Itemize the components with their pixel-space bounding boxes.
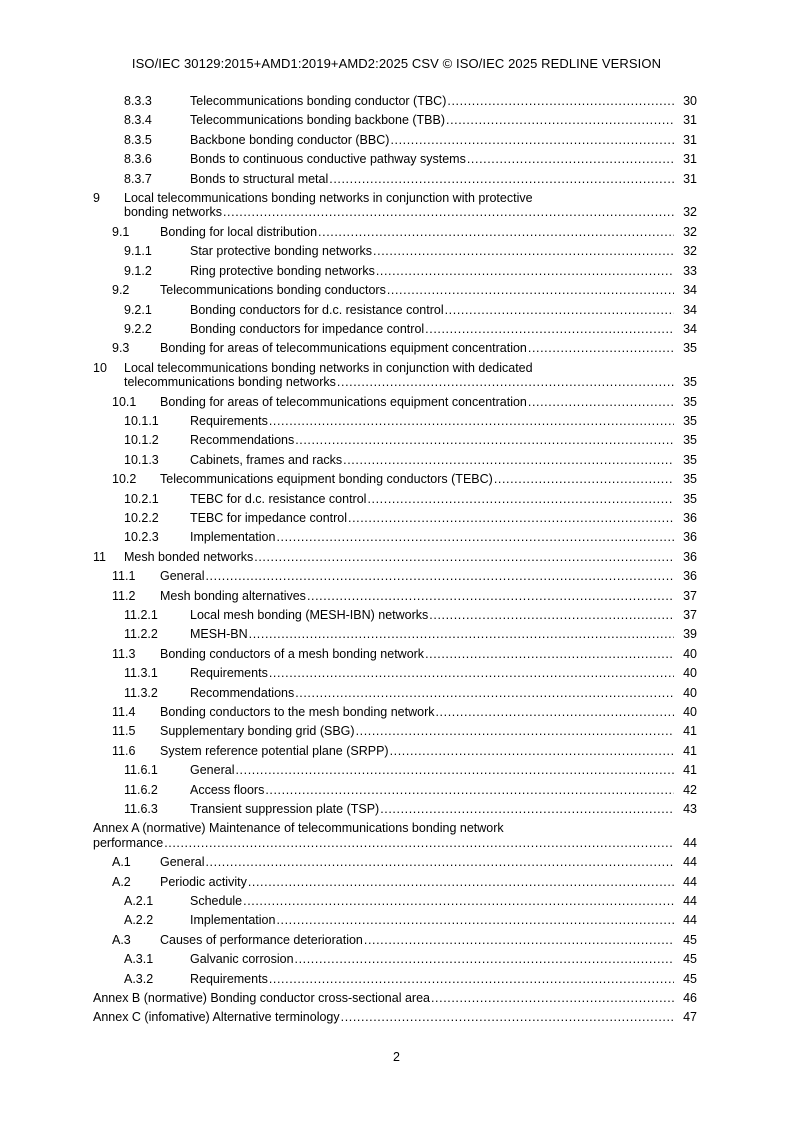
toc-entry[interactable]: [0, 111, 793, 130]
toc-number: 9.3: [112, 341, 130, 356]
toc-title: Requirements: [190, 414, 268, 429]
toc-title: Schedule: [190, 894, 243, 909]
toc-page: 35: [683, 414, 697, 429]
toc-entry[interactable]: [0, 301, 793, 320]
toc-entry[interactable]: [0, 645, 793, 664]
toc-page: 31: [683, 171, 697, 186]
toc-page: 31: [683, 113, 697, 128]
leader-dots: [390, 131, 674, 150]
toc-title: General: [160, 855, 205, 870]
toc-page: 34: [683, 321, 697, 336]
toc-title: Mesh bonded networks: [124, 549, 254, 564]
toc-title: Causes of performance deterioration: [160, 932, 363, 947]
toc-title: Access floors: [190, 782, 265, 797]
toc-number: A.3.1: [124, 952, 154, 967]
leader-dots: [528, 339, 674, 358]
toc-number: 11.3: [112, 646, 136, 661]
leader-dots: [248, 873, 674, 892]
toc-entry[interactable]: [0, 950, 793, 969]
toc-number: 9: [93, 190, 100, 205]
toc-number: 11.6: [112, 743, 136, 758]
leader-dots: [295, 950, 674, 969]
toc-page: 44: [683, 855, 697, 870]
toc-entry[interactable]: [0, 892, 793, 911]
toc-title: Local mesh bonding (MESH-IBN) networks: [190, 607, 429, 622]
toc-number: 11.6.3: [124, 801, 158, 816]
toc-entry[interactable]: [0, 761, 793, 780]
toc-entry[interactable]: [0, 339, 793, 358]
toc-page: 41: [683, 763, 697, 778]
leader-dots: [223, 203, 674, 222]
toc-page: 45: [683, 952, 697, 967]
toc-page: 36: [683, 569, 697, 584]
leader-dots: [425, 320, 674, 339]
leader-dots: [307, 587, 674, 606]
toc-entry[interactable]: [0, 722, 793, 741]
toc-page: 37: [683, 607, 697, 622]
toc-number: A.2.2: [124, 913, 154, 928]
toc-page: 34: [683, 283, 697, 298]
toc-entry[interactable]: [0, 281, 793, 300]
toc-page: 39: [683, 627, 697, 642]
toc-number: 8.3.7: [124, 171, 152, 186]
toc-title: performance: [93, 835, 164, 850]
toc-number: 9.2: [112, 283, 130, 298]
toc-title: Galvanic corrosion: [190, 952, 294, 967]
leader-dots: [373, 242, 674, 261]
toc-number: 11.5: [112, 724, 136, 739]
toc-title-line1: Local telecommunications bonding networks in conjunction with protective: [124, 190, 533, 205]
toc-number: A.2: [112, 874, 131, 889]
toc-title: Periodic activity: [160, 874, 247, 889]
leader-dots: [295, 684, 674, 703]
toc-number: 10.2.2: [124, 511, 159, 526]
toc-page: 36: [683, 511, 697, 526]
toc-page: 40: [683, 704, 697, 719]
toc-entry[interactable]: [0, 911, 793, 930]
toc-page: 47: [683, 1010, 697, 1025]
leader-dots: [205, 567, 674, 586]
leader-dots: [429, 606, 674, 625]
toc-page: 32: [683, 205, 697, 220]
leader-dots: [235, 761, 674, 780]
toc-title-line1: Local telecommunications bonding networks in conjunction with dedicated: [124, 360, 533, 375]
leader-dots: [467, 150, 674, 169]
leader-dots: [431, 989, 674, 1008]
toc-page: 32: [683, 244, 697, 259]
toc-entry[interactable]: [0, 242, 793, 261]
toc-title: Telecommunications bonding backbone (TBB): [190, 113, 445, 128]
leader-dots: [494, 470, 674, 489]
toc-entry[interactable]: [0, 853, 793, 872]
leader-dots: [435, 703, 674, 722]
toc-title: Bonding conductors for d.c. resistance control: [190, 302, 444, 317]
toc-title: Requirements: [190, 971, 268, 986]
toc-title: General: [160, 569, 205, 584]
toc-entry-annex[interactable]: [0, 989, 793, 1008]
toc-title: Mesh bonding alternatives: [160, 588, 306, 603]
toc-number: 11: [93, 549, 106, 564]
toc-entry[interactable]: [0, 567, 793, 586]
toc-page: 35: [683, 472, 697, 487]
toc-number: 9.1: [112, 224, 130, 239]
toc-title: Backbone bonding conductor (BBC): [190, 132, 390, 147]
toc-number: 10.2.3: [124, 530, 159, 545]
leader-dots: [380, 800, 674, 819]
leader-dots: [343, 451, 674, 470]
toc-number: 10.1: [112, 394, 137, 409]
toc-title: Telecommunications bonding conductors: [160, 283, 386, 298]
leader-dots: [318, 223, 674, 242]
toc-title: Implementation: [190, 530, 276, 545]
toc-title: Bonding for local distribution: [160, 224, 318, 239]
toc-entry[interactable]: [0, 781, 793, 800]
toc-title-line1: Annex A (normative) Maintenance of telecommunications bonding network: [93, 821, 504, 836]
toc-page: 33: [683, 263, 697, 278]
toc-entry[interactable]: [0, 451, 793, 470]
toc-entry[interactable]: [0, 393, 793, 412]
toc-page: 34: [683, 302, 697, 317]
leader-dots: [337, 373, 674, 392]
toc-title: Annex B (normative) Bonding conductor cross-sectional area: [93, 991, 430, 1006]
toc-title: TEBC for d.c. resistance control: [190, 491, 367, 506]
toc-title: Bonding conductors to the mesh bonding network: [160, 704, 435, 719]
toc-entry[interactable]: [0, 150, 793, 169]
toc-title: Bonding conductors of a mesh bonding network: [160, 646, 425, 661]
toc-title: Bonds to structural metal: [190, 171, 329, 186]
toc-title: Cabinets, frames and racks: [190, 452, 343, 467]
toc-entry[interactable]: [0, 223, 793, 242]
toc-number: 9.2.2: [124, 321, 152, 336]
toc-number: 8.3.6: [124, 152, 152, 167]
leader-dots: [276, 528, 674, 547]
toc-number: 10.1.1: [124, 414, 159, 429]
toc-title: Bonding conductors for impedance control: [190, 321, 425, 336]
toc-page: 46: [683, 991, 697, 1006]
toc-entry[interactable]: [0, 92, 793, 111]
toc-entry[interactable]: [0, 548, 793, 567]
toc-entry[interactable]: [0, 625, 793, 644]
toc-entry[interactable]: [0, 320, 793, 339]
toc-title: Annex C (infomative) Alternative terminology: [93, 1010, 340, 1025]
toc-number: 8.3.5: [124, 132, 152, 147]
toc-entry[interactable]: [0, 742, 793, 761]
toc-title: Recommendations: [190, 433, 295, 448]
toc-number: 11.6.1: [124, 763, 158, 778]
leader-dots: [254, 548, 674, 567]
leader-dots: [528, 393, 674, 412]
toc-entry[interactable]: [0, 189, 793, 223]
leader-dots: [249, 625, 674, 644]
toc-title: telecommunications bonding networks: [124, 375, 336, 390]
leader-dots: [269, 412, 674, 431]
toc-title: Telecommunications equipment bonding conductors (TEBC): [160, 472, 493, 487]
leader-dots: [276, 911, 674, 930]
toc-title: Bonds to continuous conductive pathway systems: [190, 152, 466, 167]
leader-dots: [329, 170, 674, 189]
toc-page: 42: [683, 782, 697, 797]
toc-page: 45: [683, 932, 697, 947]
toc-number: 11.3.1: [124, 666, 158, 681]
leader-dots: [376, 262, 674, 281]
toc-number: 11.1: [112, 569, 136, 584]
toc-title: TEBC for impedance control: [190, 511, 348, 526]
toc-number: 9.2.1: [124, 302, 152, 317]
toc-number: 10.2.1: [124, 491, 159, 506]
toc-number: A.2.1: [124, 894, 154, 909]
leader-dots: [425, 645, 674, 664]
toc-page: 35: [683, 491, 697, 506]
toc-page: 37: [683, 588, 697, 603]
toc-entry[interactable]: [0, 587, 793, 606]
toc-number: 11.3.2: [124, 685, 158, 700]
toc-entry[interactable]: [0, 431, 793, 450]
toc-page: 44: [683, 835, 697, 850]
leader-dots: [269, 664, 674, 683]
toc-page: 40: [683, 646, 697, 661]
toc-number: 10.1.3: [124, 452, 159, 467]
toc-entry[interactable]: [0, 262, 793, 281]
toc-page: 41: [683, 724, 697, 739]
leader-dots: [205, 853, 674, 872]
toc-page: 40: [683, 685, 697, 700]
page-number: 2: [393, 1050, 400, 1064]
toc-title: General: [190, 763, 235, 778]
toc-title: Recommendations: [190, 685, 295, 700]
toc-page: 31: [683, 132, 697, 147]
toc-entry[interactable]: [0, 528, 793, 547]
toc-entry-annex[interactable]: [0, 1008, 793, 1027]
toc-title: Telecommunications bonding conductor (TBC): [190, 94, 447, 108]
toc-number: 9.1.1: [124, 244, 152, 259]
toc-entry[interactable]: [0, 509, 793, 528]
toc-entry[interactable]: [0, 170, 793, 189]
leader-dots: [265, 781, 674, 800]
leader-dots: [390, 742, 674, 761]
toc-number: 11.2.1: [124, 607, 158, 622]
toc-page: 35: [683, 433, 697, 448]
toc-title: Bonding for areas of telecommunications equipment concentration: [160, 394, 527, 409]
leader-dots: [269, 970, 674, 989]
toc-number: 10.1.2: [124, 433, 159, 448]
toc-entry[interactable]: [0, 359, 793, 393]
leader-dots: [341, 1008, 674, 1027]
toc-title: bonding networks: [124, 205, 222, 220]
leader-dots: [364, 931, 674, 950]
toc-number: A.3: [112, 932, 131, 947]
page-header: ISO/IEC 30129:2015+AMD1:2019+AMD2:2025 CSV © ISO/IEC 2025 REDLINE VERSION: [131, 56, 662, 71]
toc-page: 31: [683, 152, 697, 167]
toc-entry[interactable]: [0, 684, 793, 703]
toc-number: 11.2: [112, 588, 136, 603]
toc-entry[interactable]: [0, 606, 793, 625]
toc-title: Transient suppression plate (TSP): [190, 801, 380, 816]
toc-entry[interactable]: [0, 664, 793, 683]
toc-entry[interactable]: [0, 873, 793, 892]
leader-dots: [447, 92, 674, 111]
toc-number: A.1: [112, 855, 131, 870]
toc-title: Supplementary bonding grid (SBG): [160, 724, 355, 739]
toc-page: 35: [683, 375, 697, 390]
leader-dots: [356, 722, 674, 741]
toc-number: 11.2.2: [124, 627, 158, 642]
table-of-contents: [0, 92, 793, 1028]
toc-entry-annex[interactable]: [0, 819, 793, 853]
toc-page: 45: [683, 971, 697, 986]
toc-page: 44: [683, 913, 697, 928]
toc-page: 44: [683, 894, 697, 909]
leader-dots: [445, 301, 674, 320]
leader-dots: [164, 834, 674, 853]
toc-number: 8.3.4: [124, 113, 152, 128]
toc-number: 9.1.2: [124, 263, 152, 278]
toc-entry[interactable]: [0, 800, 793, 819]
leader-dots: [295, 431, 674, 450]
toc-page: 36: [683, 530, 697, 545]
toc-page: 40: [683, 666, 697, 681]
toc-number: 11.6.2: [124, 782, 158, 797]
toc-page: 30: [683, 94, 697, 108]
toc-title: Ring protective bonding networks: [190, 263, 375, 278]
toc-title: System reference potential plane (SRPP): [160, 743, 389, 758]
toc-page: 44: [683, 874, 697, 889]
toc-entry[interactable]: [0, 931, 793, 950]
toc-number: 10: [93, 360, 107, 375]
toc-page: 35: [683, 394, 697, 409]
toc-title: Bonding for areas of telecommunications equipment concentration: [160, 341, 527, 356]
toc-page: 32: [683, 224, 697, 239]
toc-number: A.3.2: [124, 971, 154, 986]
toc-number: 8.3.3: [124, 94, 152, 108]
toc-entry[interactable]: [0, 412, 793, 431]
toc-page: 35: [683, 452, 697, 467]
toc-entry[interactable]: [0, 470, 793, 489]
toc-page: 35: [683, 341, 697, 356]
leader-dots: [243, 892, 674, 911]
toc-number: 10.2: [112, 472, 137, 487]
toc-page: 43: [683, 801, 697, 816]
toc-page: 36: [683, 549, 697, 564]
toc-entry[interactable]: [0, 490, 793, 509]
toc-entry[interactable]: [0, 703, 793, 722]
toc-number: 11.4: [112, 704, 136, 719]
toc-entry[interactable]: [0, 970, 793, 989]
leader-dots: [348, 509, 674, 528]
toc-title: MESH-BN: [190, 627, 248, 642]
leader-dots: [387, 281, 674, 300]
toc-page: 41: [683, 743, 697, 758]
toc-title: Star protective bonding networks: [190, 244, 373, 259]
leader-dots: [446, 111, 674, 130]
toc-title: Requirements: [190, 666, 268, 681]
toc-entry[interactable]: [0, 131, 793, 150]
leader-dots: [367, 490, 674, 509]
toc-title: Implementation: [190, 913, 276, 928]
